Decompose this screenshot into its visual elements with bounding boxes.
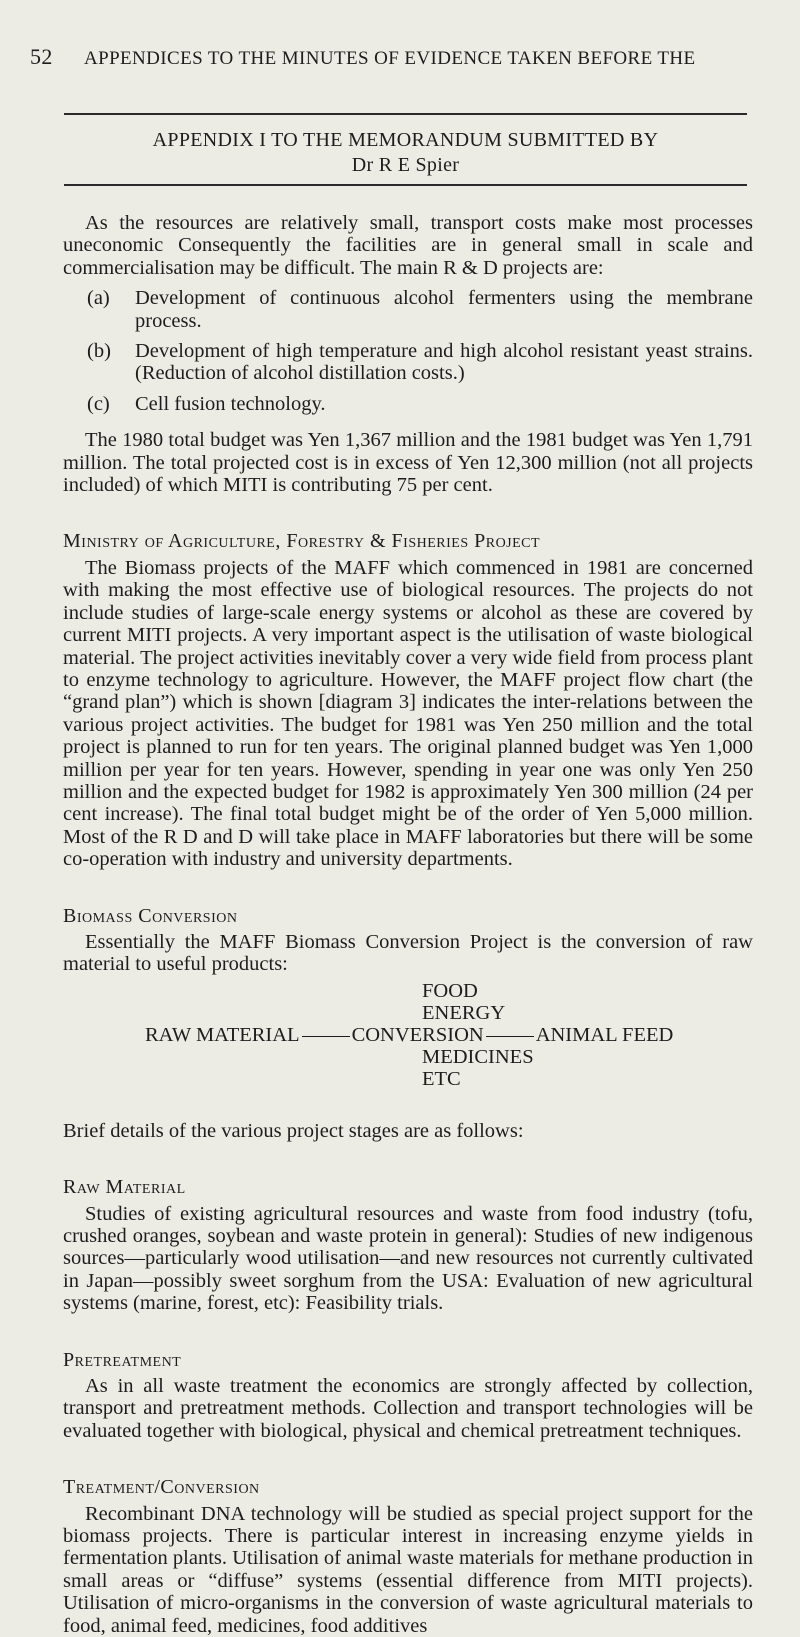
list-item-a	[87, 287, 753, 332]
list-text: Development of continuous alcohol fermenters using the membrane process.	[135, 287, 753, 332]
section-heading-raw-material: Raw Material	[63, 1176, 186, 1199]
pretreatment-paragraph: As in all waste treatment the economics are strongly affected by collection, transport and pretreatment methods. Collection and transport technologies will be evaluated together with biological, physical and chemical pretreatment techniques.	[63, 1375, 753, 1442]
top-rule	[64, 113, 747, 115]
raw-material-paragraph: Studies of existing agricultural resources and waste from food industry (tofu, crushed oranges, soybean and waste protein in general): Studies of new indigenous sources—particularly wood utilisation—and new resources not currently cultivated in Japan—possibly sweet sorghum from the USA: Evaluation of new agricultural systems (marine, forest, etc): Feasibility trials.	[63, 1202, 753, 1315]
list-item-b	[87, 340, 753, 385]
page-number: 52	[30, 44, 53, 69]
list-text: Development of high temperature and high alcohol resistant yeast strains. (Reduction of alcohol distillation costs.)	[135, 340, 753, 385]
flow-process: CONVERSION	[351, 1023, 484, 1046]
appendix-title-line1: APPENDIX I TO THE MEMORANDUM SUBMITTED BY	[152, 129, 659, 151]
appendix-title	[64, 128, 747, 178]
flow-output-medicines: MEDICINES	[422, 1045, 534, 1068]
body-text	[63, 212, 753, 1637]
treatment-paragraph: Recombinant DNA technology will be studied as special project support for the biomass projects. There is particular interest in increasing enzyme yields in fermentation plants. Utilisation of animal waste materials for methane production in small areas or “diffuse” systems (essential difference from MITI projects). Utilisation of micro-organisms in the conversion of waste agricultural materials to food, animal feed, medicines, food additives	[63, 1502, 753, 1637]
list-item-c	[87, 393, 753, 415]
flow-output-etc: ETC	[422, 1067, 461, 1090]
section-heading-treatment: Treatment/Conversion	[63, 1476, 260, 1499]
flow-source: RAW MATERIAL	[145, 1023, 300, 1046]
section-heading-pretreatment: Pretreatment	[63, 1348, 182, 1371]
appendix-title-line2: Dr R E Spier	[351, 154, 460, 176]
section-heading-biomass: Biomass Conversion	[63, 904, 238, 927]
biomass-paragraph: Essentially the MAFF Biomass Conversion Project is the conversion of raw material to useful products:	[63, 930, 753, 976]
budget-paragraph: The 1980 total budget was Yen 1,367 million and the 1981 budget was Yen 1,791 million. The total projected cost is in excess of Yen 12,300 million (not all projects included) of which MITI is contributing 75 per cent.	[63, 429, 753, 497]
list-label: (c)	[87, 392, 110, 415]
flow-output-animal-feed-label: ANIMAL FEED	[535, 1023, 674, 1046]
flow-output-food: FOOD	[422, 979, 478, 1002]
running-header	[30, 44, 770, 70]
conversion-flow-diagram	[63, 980, 753, 1114]
running-title: APPENDICES TO THE MINUTES OF EVIDENCE TAKEN BEFORE THE	[84, 48, 696, 69]
flow-connector	[486, 1036, 534, 1037]
section-heading-maff: Ministry of Agriculture, Forestry & Fisheries Project	[63, 530, 541, 553]
stages-intro: Brief details of the various project stages are as follows:	[63, 1119, 524, 1142]
maff-paragraph: The Biomass projects of the MAFF which commenced in 1981 are concerned with making the most effective use of biological resources. The projects do not include studies of large-scale energy systems or alcohol as these are covered by current MITI projects. A very important aspect is the utilisation of waste biological material. The project activities inevitably cover a very wide field from process plant to enzyme technology to agriculture. However, the MAFF project flow chart (the “grand plan”) which is shown [diagram 3] indicates the inter-relations between the various project activities. The budget for 1981 was Yen 250 million and the total project is planned to run for ten years. The original planned budget was Yen 1,000 million per year for ten years. However, spending in year one was only Yen 250 million and the expected budget for 1982 is approximately Yen 300 million (24 per cent increase). The final total budget might be of the order of Yen 5,000 million. Most of the R D and D will take place in MAFF laboratories but there will be some co-operation with industry and university departments.	[63, 556, 753, 871]
flow-connector	[302, 1036, 350, 1037]
list-label: (b)	[87, 340, 111, 363]
intro-paragraph: As the resources are relatively small, transport costs make most processes uneconomic Consequently the facilities are in general small in scale and commercialisation may be difficult. The main R & D projects are:	[63, 212, 753, 279]
flow-row	[145, 1024, 673, 1046]
bottom-rule	[64, 184, 747, 186]
list-label: (a)	[87, 287, 110, 310]
list-text: Cell fusion technology.	[135, 392, 326, 415]
flow-output-energy: ENERGY	[422, 1001, 506, 1024]
